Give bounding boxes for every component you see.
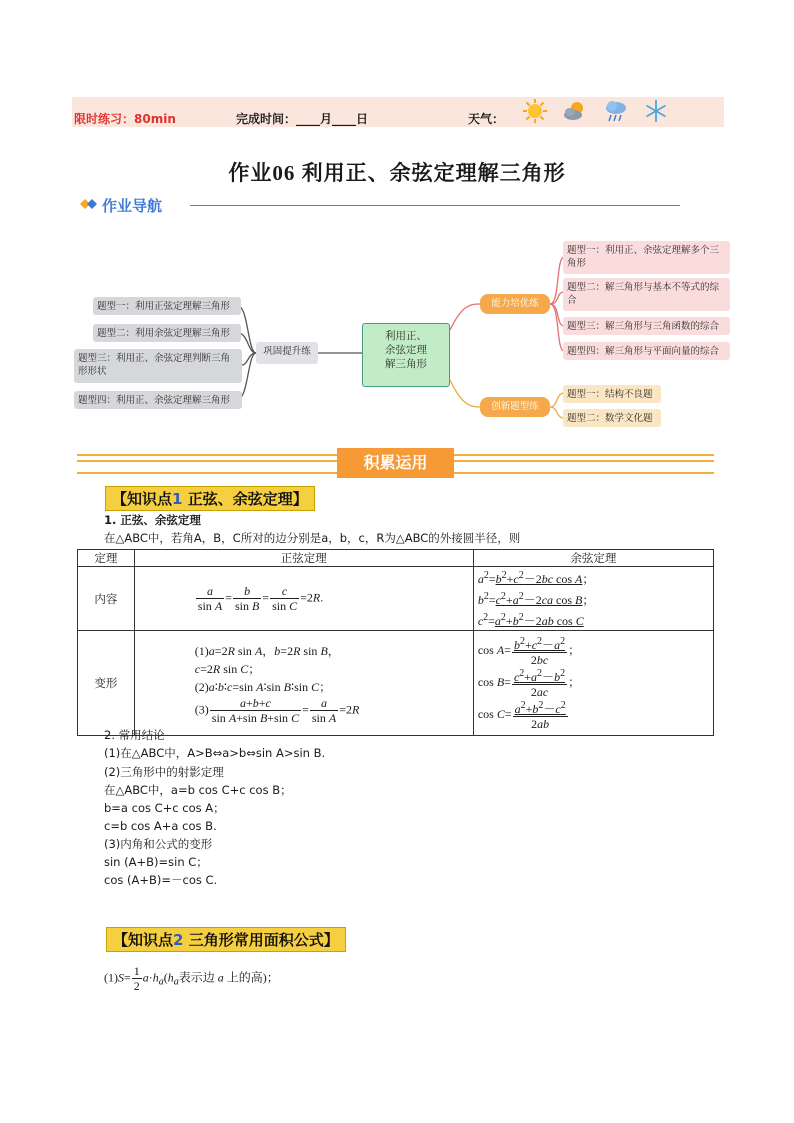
mindmap-center	[362, 323, 450, 387]
left-hub: 巩固提升练	[256, 342, 318, 364]
section-banner: 积累运用	[337, 448, 454, 478]
kp2-num: 2	[173, 931, 184, 949]
right-top-item-1: 题型一：利用正、余弦定理解多个三角形	[563, 241, 730, 274]
table-row	[78, 631, 714, 736]
kp1-sub2: 2. 常用结论	[104, 728, 165, 742]
sine-law-variants: (1)a=2R sin A，b=2R sin B， c=2R sin C； (2)a∶b∶c=sin A∶sin B∶sin C； (3) $\frac{a+b+c}{\text{sin A+sin B+sin C}}$ = $\frac{a}{\text{sin A}}$ =2R	[134, 631, 473, 736]
kp1-num: 1	[172, 490, 183, 508]
table-row	[78, 567, 714, 631]
conclusion-4: b=a cos C+c cos A；	[104, 801, 225, 815]
left-item-3: 题型三：利用正、余弦定理判断三角形形状	[74, 349, 242, 383]
table-header: 定理	[78, 550, 135, 567]
kp2-text: 三角形常用面积公式】	[188, 931, 339, 949]
cosine-law-content: $a^2=b^2+c^2-2bc$ cos A； $b^2=c^2+a^2-2ca$ cos B； $c^2=a^2+b^2-2ab$ cos C	[473, 567, 713, 631]
area-formula-1: (1)S= $\frac{1}{2}$ $a\cdot h_a(h_a$表示边 a 上的高)；	[104, 964, 279, 993]
right-bottom-item-1: 题型一：结构不良题	[563, 385, 661, 403]
conclusion-5: c=b cos A+a cos B.	[104, 819, 217, 833]
time-limit: 限时练习：80min	[74, 112, 176, 126]
right-top-item-2: 题型二：解三角形与基本不等式的综合	[563, 278, 730, 311]
table-header: 正弦定理	[134, 550, 473, 567]
right-top-item-3: 题型三：解三角形与三角函数的综合	[563, 317, 730, 335]
center-line-3: 解三角形	[385, 358, 427, 370]
right-hub-bottom: 创新题型练	[480, 397, 550, 417]
table-header: 余弦定理	[473, 550, 713, 567]
cosine-law-variants: cos A= $\frac{b^2+c^2-a^2}{2bc}$ ； cos B= $\frac{c^2+a^2-b^2}{2ac}$ ； cos C= $\frac{a^2+b^2-c^2}{2ab}$	[473, 631, 713, 736]
kp1-text: 正弦、余弦定理】	[187, 490, 308, 508]
kp2-prefix: 【知识点	[113, 931, 174, 949]
conclusion-1: (1)在△ABC中，A>B⇔a>b⇔sin A>sin B.	[104, 746, 326, 760]
row-label: 变形	[78, 631, 135, 736]
right-bottom-item-2: 题型二：数学文化题	[563, 409, 661, 427]
conclusion-2: (2)三角形中的射影定理	[104, 765, 224, 779]
nav-heading: 作业导航	[102, 197, 163, 215]
right-top-item-4: 题型四：解三角形与平面向量的综合	[563, 342, 730, 360]
table-header-row	[78, 550, 714, 567]
conclusion-8: cos (A+B)=－cos C.	[104, 873, 218, 887]
sine-law-content: $\frac{a}{\text{sin A}}$ = $\frac{b}{\text{sin B}}$ = $\frac{c}{\text{sin C}}$ =2R.	[134, 567, 473, 631]
theorem-table	[77, 549, 714, 736]
page-title: 作业06 利用正、余弦定理解三角形	[228, 161, 566, 185]
kp1-prefix: 【知识点	[112, 490, 173, 508]
right-hub-top: 能力培优练	[480, 294, 550, 314]
conclusion-6: (3)内角和公式的变形	[104, 837, 213, 851]
kp2-title	[106, 927, 346, 952]
finish-time: 完成时间：____月____日	[236, 112, 369, 126]
left-item-4: 题型四：利用正、余弦定理解三角形	[74, 391, 242, 409]
conclusion-3: 在△ABC中，a=b cos C+c cos B；	[104, 783, 292, 797]
kp1-intro: 在△ABC中，若角A，B，C所对的边分别是a，b，c，R为△ABC的外接圆半径，则	[104, 531, 521, 545]
kp1-sub1: 1. 正弦、余弦定理	[104, 513, 201, 527]
row-label: 内容	[78, 567, 135, 631]
left-item-2: 题型二：利用余弦定理解三角形	[93, 324, 241, 342]
center-line-1: 利用正、	[385, 330, 427, 342]
center-line-2: 余弦定理	[385, 344, 427, 356]
weather-label: 天气：	[468, 112, 505, 126]
conclusion-7: sin (A+B)=sin C；	[104, 855, 208, 869]
kp1-title	[105, 486, 315, 511]
left-item-1: 题型一：利用正弦定理解三角形	[93, 297, 241, 315]
